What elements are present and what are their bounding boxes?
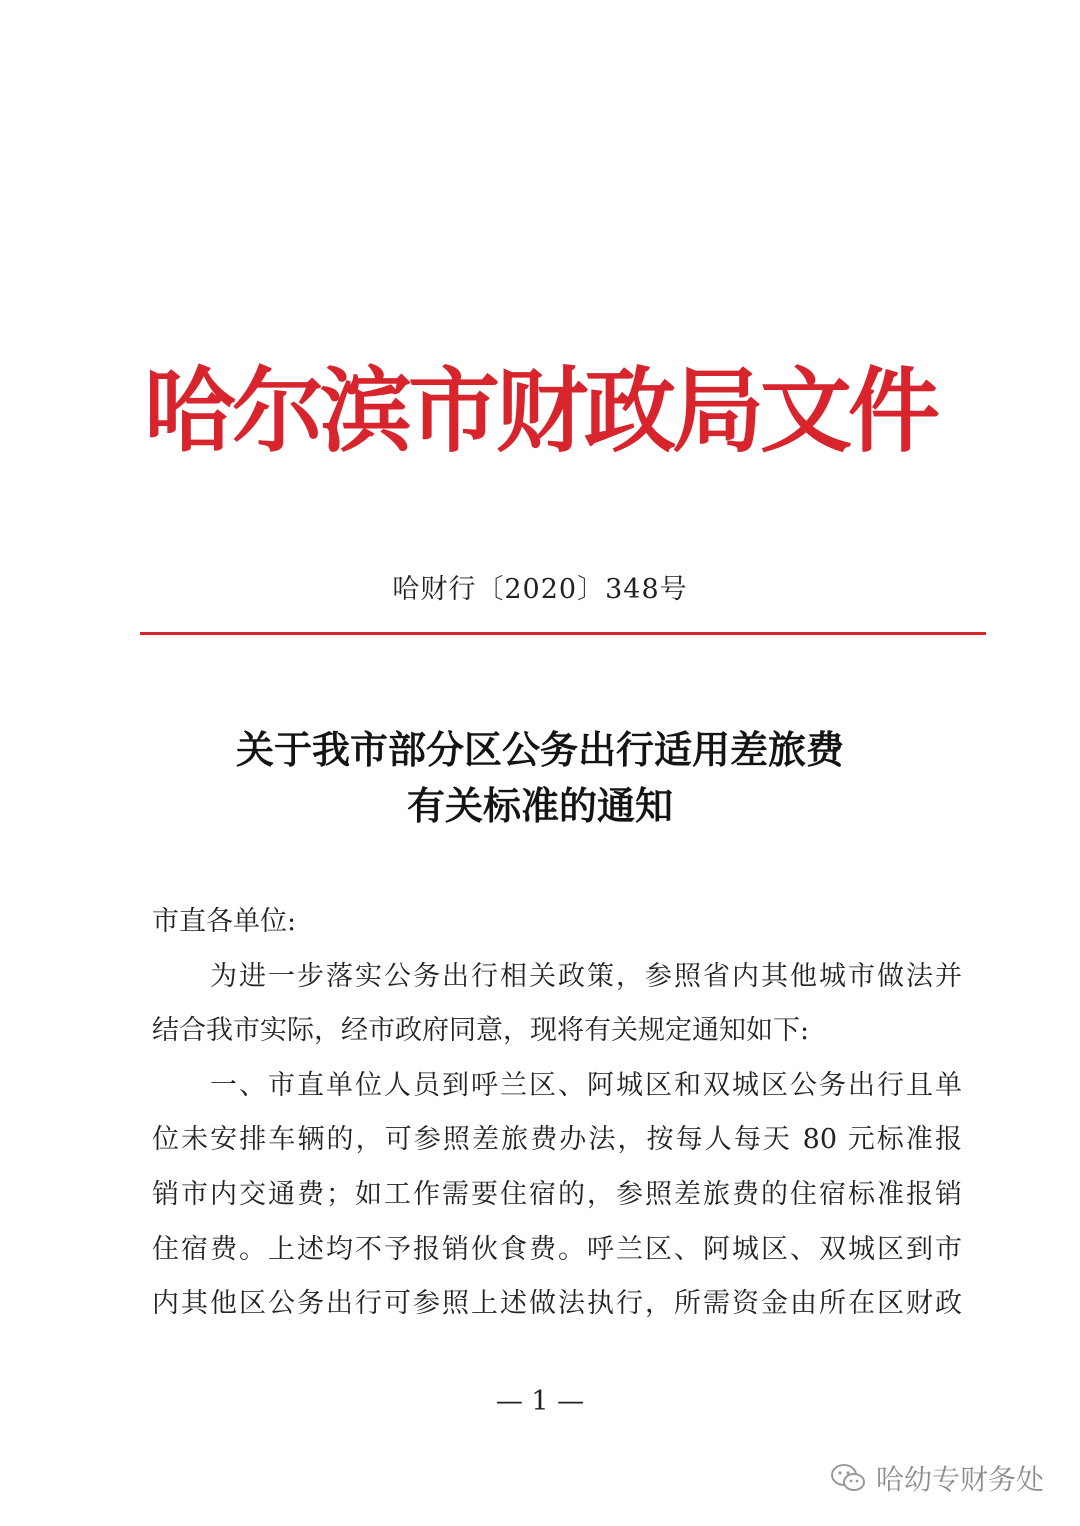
red-divider-line — [140, 632, 986, 635]
notice-title-line-2: 有关标准的通知 — [406, 784, 673, 828]
notice-body — [152, 895, 962, 1332]
notice-title-line-1: 关于我市部分区公务出行适用差旅费 — [235, 728, 844, 772]
wechat-icon — [830, 1463, 866, 1493]
body-line: 住宿费。上述均不予报销伙食费。呼兰区、阿城区、双城区到市 — [152, 1233, 962, 1265]
source-watermark — [830, 1458, 1044, 1498]
body-line: 位未安排车辆的，可参照差旅费办法，按每人每天 80 元标准报 — [152, 1124, 962, 1156]
salutation: 市直各单位: — [152, 906, 297, 937]
body-line: 为进一步落实公务出行相关政策，参照省内其他城市做法并 — [152, 960, 962, 992]
document-number: 哈财行〔2020〕348号 — [392, 574, 688, 605]
body-line: 结合我市实际，经市政府同意，现将有关规定通知如下: — [152, 1015, 810, 1047]
notice-title — [0, 722, 1080, 834]
body-line: 一、市直单位人员到呼兰区、阿城区和双城区公务出行且单 — [152, 1069, 962, 1101]
page-number: — 1 — — [495, 1386, 585, 1417]
body-line: 内其他区公务出行可参照上述做法执行，所需资金由所在区财政 — [152, 1288, 962, 1320]
watermark-text: 哈幼专财务处 — [875, 1463, 1044, 1496]
body-line: 销市内交通费；如工作需要住宿的，参照差旅费的住宿标准报销 — [152, 1178, 962, 1210]
masthead-title: 哈尔滨市财政局文件 — [143, 358, 936, 465]
